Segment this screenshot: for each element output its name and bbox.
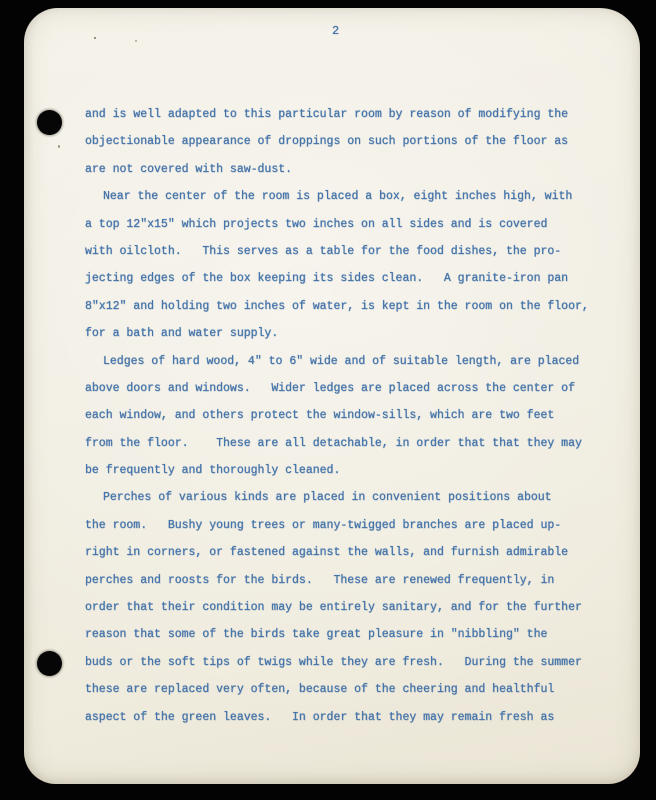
paper-speck [135, 40, 137, 42]
text-line: are not covered with saw-dust. [85, 162, 293, 176]
text-line: perches and roosts for the birds. These are renewed frequently, in [85, 573, 555, 587]
text-line: right in corners, or fastened against the walls, and furnish admirable [85, 546, 569, 560]
hole-punch-bottom [37, 651, 62, 676]
text-line: order that their condition may be entirely sanitary, and for the further [85, 601, 582, 615]
text-line: with oilcloth. This serves as a table for the food dishes, the pro- [85, 244, 562, 258]
text-line: buds or the soft tips of twigs while they are fresh. During the summer [85, 655, 582, 669]
text-line: Near the center of the room is placed a box, eight inches high, with [103, 190, 573, 204]
paper-speck [58, 145, 60, 148]
text-line: be frequently and thoroughly cleaned. [85, 464, 341, 478]
text-line: aspect of the green leaves. In order that they may remain fresh as [85, 710, 555, 724]
hole-punch-top [37, 110, 62, 135]
paper-speck [94, 37, 96, 39]
text-line: for a bath and water supply. [85, 327, 279, 341]
text-line: objectionable appearance of droppings on such portions of the floor as [85, 135, 569, 149]
text-line: a top 12"x15" which projects two inches on all sides and is covered [85, 217, 548, 231]
text-line: the room. Bushy young trees or many-twigged branches are placed up- [85, 518, 562, 532]
text-line: Ledges of hard wood, 4" to 6" wide and of suitable length, are placed [103, 354, 580, 368]
text-line: 8"x12" and holding two inches of water, is kept in the room on the floor, [85, 299, 589, 313]
paper-page [24, 8, 640, 784]
typed-text-block [85, 101, 625, 731]
text-line: and is well adapted to this particular room by reason of modifying the [85, 108, 569, 121]
text-line: each window, and others protect the window-sills, which are two feet [85, 409, 555, 423]
page-number: 2 [332, 24, 340, 38]
text-line: these are replaced very often, because of the cheering and healthful [85, 683, 555, 697]
text-line: above doors and windows. Wider ledges are placed across the center of [85, 381, 575, 395]
text-line: Perches of various kinds are placed in convenient positions about [103, 491, 552, 505]
text-line: jecting edges of the box keeping its sides clean. A granite-iron pan [85, 272, 569, 286]
text-line: from the floor. These are all detachable, in order that that they may [85, 436, 582, 450]
text-line: reason that some of the birds take great pleasure in "nibbling" the [85, 628, 548, 642]
